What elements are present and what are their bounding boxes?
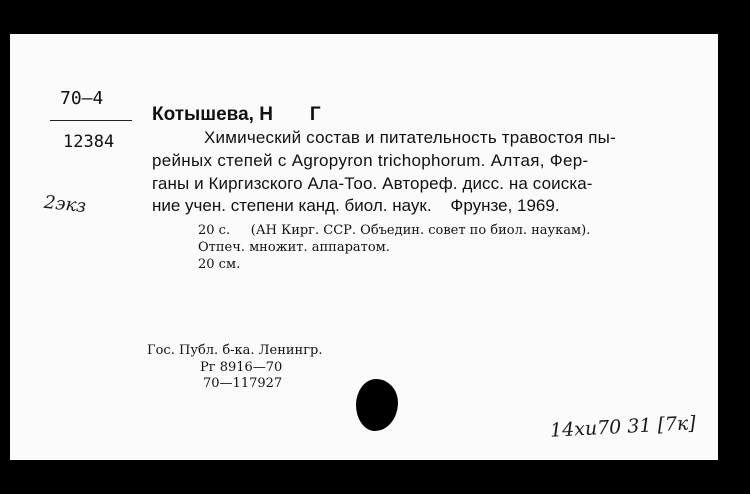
handwritten-copies-mark: 2экз: [43, 191, 88, 218]
details-line-3: 20 см.: [198, 257, 241, 272]
handwritten-bottom-note: 14хи70 31 [7к]: [549, 412, 697, 442]
author-heading: Котышева, Н Г: [152, 104, 321, 125]
ink-blot: [356, 379, 398, 431]
details-line-2: Отпеч. множит. аппаратом.: [198, 240, 390, 255]
call-number-divider: [50, 120, 132, 121]
inventory-number: 12384: [63, 132, 115, 152]
body-line-3: ганы и Киргизского Ала-Тоо. Автореф. дисс. на соиска-: [152, 174, 593, 193]
body-line-4: ние учен. степени канд. биол. наук. Фрунзе, 1969.: [152, 196, 560, 215]
library-line-2: Рг 8916—70: [200, 360, 283, 375]
library-line-3: 70—117927: [203, 376, 283, 391]
library-line-1: Гос. Публ. б-ка. Ленингр.: [147, 343, 323, 358]
details-line-1: 20 с. (АН Кирг. ССР. Объедин. совет по биол. наукам).: [198, 223, 591, 238]
body-line-1: Химический состав и питательность травостоя пы-: [204, 128, 616, 147]
catalog-card: [10, 34, 718, 460]
call-number: 70—4: [60, 88, 104, 109]
body-line-2: рейных степей с Agropyron trichophorum. Алтая, Фер-: [152, 151, 589, 170]
